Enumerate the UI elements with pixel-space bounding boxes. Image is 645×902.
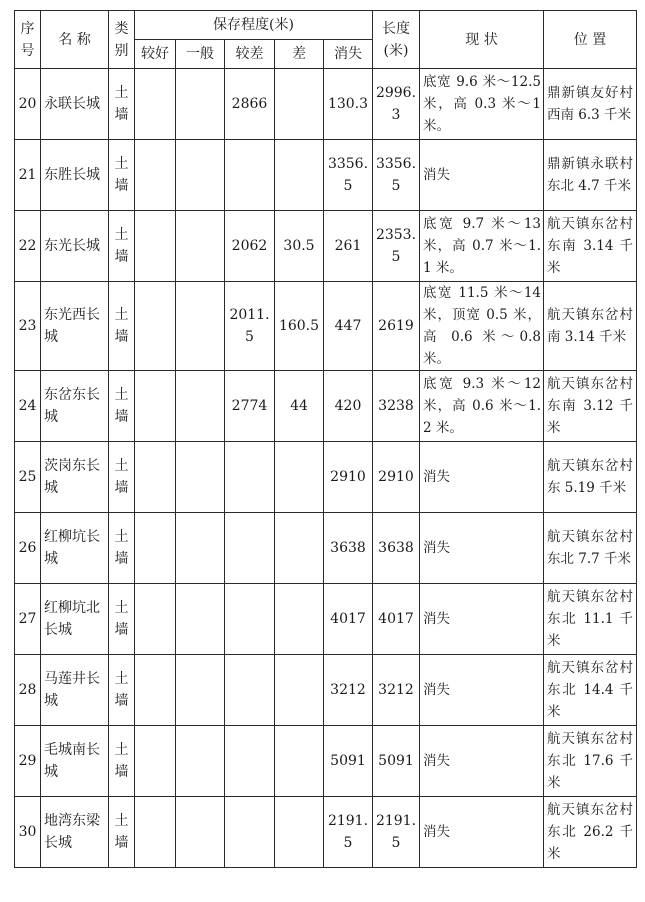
cell-name: 茨岗东长城 (41, 442, 109, 513)
cell-poorer (225, 584, 275, 655)
header-name: 名 称 (41, 11, 109, 69)
cell-type: 土墙 (109, 726, 135, 797)
cell-length: 3638 (373, 513, 420, 584)
cell-poorer (225, 513, 275, 584)
header-gone: 消失 (324, 40, 373, 69)
cell-name: 东光西长城 (41, 282, 109, 371)
cell-good (135, 513, 176, 584)
cell-seq: 25 (15, 442, 41, 513)
cell-type: 土墙 (109, 584, 135, 655)
cell-gone: 447 (324, 282, 373, 371)
cell-poor (275, 797, 324, 868)
cell-type: 土墙 (109, 140, 135, 211)
cell-fair (176, 140, 225, 211)
cell-location: 鼎新镇永联村东北 4.7 千米 (544, 140, 637, 211)
cell-location: 航天镇东岔村东南 3.14 千米 (544, 211, 637, 282)
cell-poor (275, 513, 324, 584)
cell-fair (176, 371, 225, 442)
cell-length: 3356.5 (373, 140, 420, 211)
cell-good (135, 140, 176, 211)
cell-type: 土墙 (109, 371, 135, 442)
cell-gone: 2191.5 (324, 797, 373, 868)
cell-good (135, 282, 176, 371)
cell-location: 航天镇东岔村东北 26.2 千米 (544, 797, 637, 868)
cell-name: 毛城南长城 (41, 726, 109, 797)
cell-fair (176, 442, 225, 513)
cell-fair (176, 726, 225, 797)
cell-location: 航天镇东岔村南 3.14 千米 (544, 282, 637, 371)
cell-type: 土墙 (109, 211, 135, 282)
cell-type: 土墙 (109, 797, 135, 868)
cell-gone: 3212 (324, 655, 373, 726)
cell-poor (275, 726, 324, 797)
cell-type: 土墙 (109, 282, 135, 371)
cell-gone: 3356.5 (324, 140, 373, 211)
cell-name: 东胜长城 (41, 140, 109, 211)
cell-poor (275, 584, 324, 655)
cell-seq: 22 (15, 211, 41, 282)
table-row (15, 140, 637, 211)
cell-status: 底宽 9.7 米～13 米，高 0.7 米～1.1 米。 (420, 211, 544, 282)
cell-poorer (225, 655, 275, 726)
cell-good (135, 655, 176, 726)
cell-type: 土墙 (109, 69, 135, 140)
cell-poorer: 2774 (225, 371, 275, 442)
cell-good (135, 371, 176, 442)
cell-name: 马莲井长城 (41, 655, 109, 726)
cell-name: 东岔东长城 (41, 371, 109, 442)
cell-length: 2353.5 (373, 211, 420, 282)
cell-type: 土墙 (109, 513, 135, 584)
cell-status: 底宽 9.6 米～12.5 米，高 0.3 米～1 米。 (420, 69, 544, 140)
cell-status: 消失 (420, 726, 544, 797)
table-row (15, 655, 637, 726)
header-location: 位 置 (544, 11, 637, 69)
cell-poorer (225, 726, 275, 797)
cell-length: 2910 (373, 442, 420, 513)
cell-name: 东光长城 (41, 211, 109, 282)
cell-good (135, 726, 176, 797)
cell-fair (176, 513, 225, 584)
cell-good (135, 797, 176, 868)
cell-gone: 5091 (324, 726, 373, 797)
table-row (15, 442, 637, 513)
cell-name: 永联长城 (41, 69, 109, 140)
cell-gone: 2910 (324, 442, 373, 513)
cell-status: 底宽 9.3 米～12 米，高 0.6 米～1.2 米。 (420, 371, 544, 442)
cell-fair (176, 211, 225, 282)
table-row (15, 282, 637, 371)
table-row (15, 69, 637, 140)
cell-location: 鼎新镇友好村西南 6.3 千米 (544, 69, 637, 140)
cell-length: 2619 (373, 282, 420, 371)
cell-gone: 261 (324, 211, 373, 282)
table-row (15, 211, 637, 282)
table-row (15, 371, 637, 442)
cell-poor (275, 442, 324, 513)
cell-location: 航天镇东岔村东北 14.4 千米 (544, 655, 637, 726)
cell-length: 5091 (373, 726, 420, 797)
cell-poor: 44 (275, 371, 324, 442)
cell-name: 红柳坑长城 (41, 513, 109, 584)
header-length: 长度(米) (373, 11, 420, 69)
cell-poorer (225, 140, 275, 211)
header-type: 类别 (109, 11, 135, 69)
cell-poorer: 2011.5 (225, 282, 275, 371)
header-poorer: 较差 (225, 40, 275, 69)
cell-fair (176, 584, 225, 655)
cell-poorer: 2062 (225, 211, 275, 282)
cell-good (135, 211, 176, 282)
cell-status: 消失 (420, 584, 544, 655)
cell-poorer (225, 797, 275, 868)
cell-status: 消失 (420, 513, 544, 584)
cell-name: 地湾东梁长城 (41, 797, 109, 868)
cell-seq: 24 (15, 371, 41, 442)
table-row (15, 513, 637, 584)
cell-poor: 30.5 (275, 211, 324, 282)
cell-type: 土墙 (109, 442, 135, 513)
cell-location: 航天镇东岔村东北 17.6 千米 (544, 726, 637, 797)
header-good: 较好 (135, 40, 176, 69)
cell-length: 4017 (373, 584, 420, 655)
header-fair: 一般 (176, 40, 225, 69)
cell-poor: 160.5 (275, 282, 324, 371)
cell-length: 2996.3 (373, 69, 420, 140)
cell-location: 航天镇东岔村东北 11.1 千米 (544, 584, 637, 655)
cell-status: 底宽 11.5 米～14 米，顶宽 0.5 米，高 0.6 米～0.8 米。 (420, 282, 544, 371)
cell-good (135, 69, 176, 140)
cell-length: 3238 (373, 371, 420, 442)
cell-poorer (225, 442, 275, 513)
cell-good (135, 442, 176, 513)
cell-gone: 3638 (324, 513, 373, 584)
header-preservation: 保存程度(米) (135, 11, 373, 40)
cell-seq: 30 (15, 797, 41, 868)
cell-seq: 20 (15, 69, 41, 140)
cell-fair (176, 282, 225, 371)
cell-length: 3212 (373, 655, 420, 726)
cell-poorer: 2866 (225, 69, 275, 140)
cell-length: 2191.5 (373, 797, 420, 868)
cell-name: 红柳坑北长城 (41, 584, 109, 655)
cell-gone: 130.3 (324, 69, 373, 140)
cell-seq: 27 (15, 584, 41, 655)
cell-fair (176, 69, 225, 140)
header-poor: 差 (275, 40, 324, 69)
cell-location: 航天镇东岔村东南 3.12 千米 (544, 371, 637, 442)
cell-seq: 28 (15, 655, 41, 726)
cell-seq: 26 (15, 513, 41, 584)
cell-poor (275, 69, 324, 140)
cell-fair (176, 655, 225, 726)
header-seq: 序号 (15, 11, 41, 69)
cell-poor (275, 655, 324, 726)
cell-poor (275, 140, 324, 211)
cell-good (135, 584, 176, 655)
table-row (15, 584, 637, 655)
great-wall-segments-table (14, 10, 637, 868)
cell-status: 消失 (420, 442, 544, 513)
cell-status: 消失 (420, 655, 544, 726)
cell-status: 消失 (420, 140, 544, 211)
header-status: 现 状 (420, 11, 544, 69)
cell-fair (176, 797, 225, 868)
cell-location: 航天镇东岔村东北 7.7 千米 (544, 513, 637, 584)
cell-location: 航天镇东岔村东 5.19 千米 (544, 442, 637, 513)
cell-seq: 29 (15, 726, 41, 797)
cell-gone: 420 (324, 371, 373, 442)
table-row (15, 726, 637, 797)
cell-seq: 21 (15, 140, 41, 211)
cell-seq: 23 (15, 282, 41, 371)
cell-type: 土墙 (109, 655, 135, 726)
table-row (15, 797, 637, 868)
cell-gone: 4017 (324, 584, 373, 655)
cell-status: 消失 (420, 797, 544, 868)
